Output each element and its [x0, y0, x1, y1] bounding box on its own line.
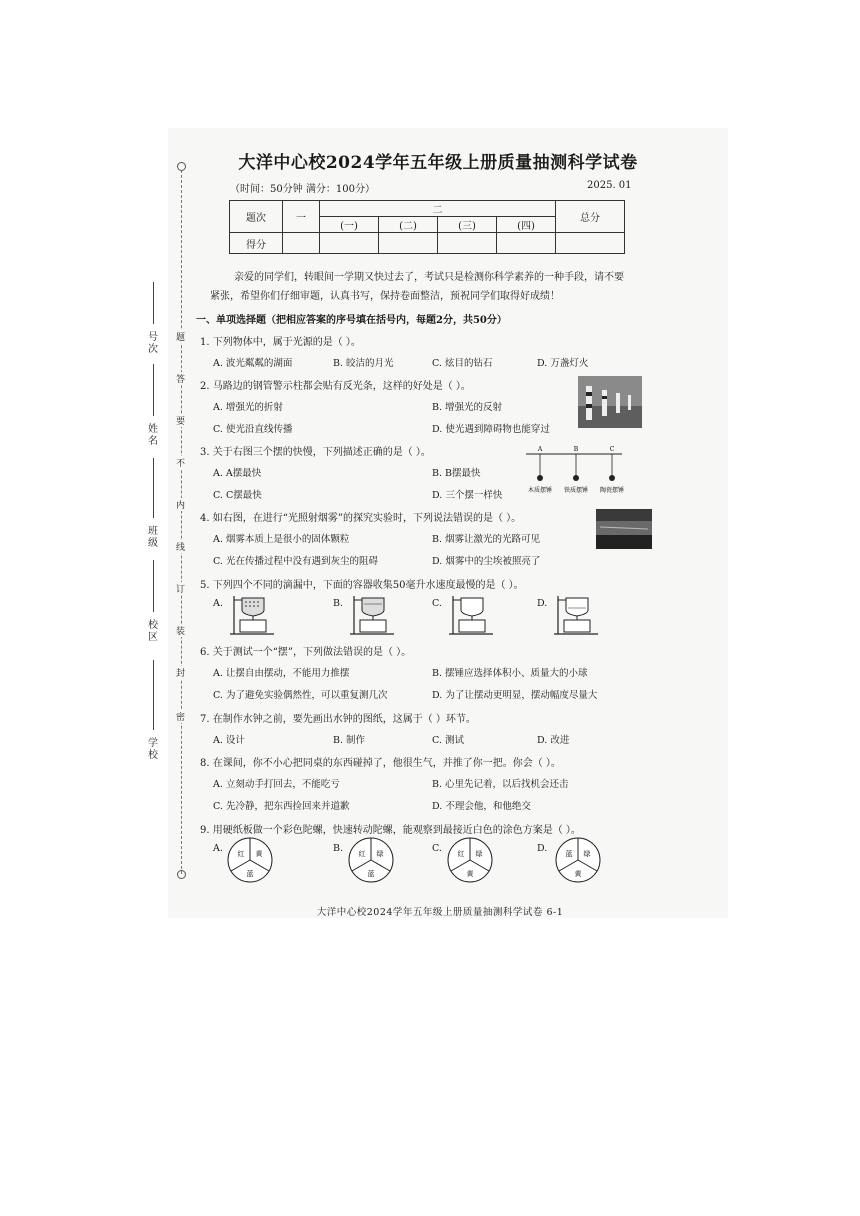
option[interactable]: B. B摆最快 — [432, 468, 481, 479]
score-blank-cell[interactable] — [556, 233, 625, 254]
color-top-d-icon — [554, 836, 602, 884]
color-top-c-icon — [446, 836, 494, 884]
option[interactable]: C. 测试 — [432, 735, 464, 746]
exam-date: 2025. 01 — [587, 180, 632, 191]
option[interactable]: A. — [213, 598, 223, 609]
option[interactable]: D. 万盏灯火 — [537, 358, 589, 369]
top-segment-label: 绿 — [583, 850, 591, 858]
option[interactable]: C. C摆最快 — [213, 490, 262, 501]
option[interactable]: C. 使光沿直线传播 — [213, 424, 293, 435]
option[interactable]: D. 为了让摆动更明显，摆动幅度尽量大 — [432, 690, 598, 701]
color-top-b-icon — [347, 836, 395, 884]
question-3: 3. 关于右图三个摆的快慢，下列描述正确的是（ ）。 — [200, 447, 431, 458]
option[interactable]: D. 烟雾中的尘埃被照亮了 — [432, 556, 541, 567]
top-segment-label: 红 — [237, 850, 245, 858]
option[interactable]: D. 使光遇到障碍物也能穿过 — [432, 424, 550, 435]
option[interactable]: C. — [432, 843, 442, 854]
label-school: 学校 — [148, 738, 158, 761]
score-blank-cell[interactable] — [283, 233, 320, 254]
page-footer: 大洋中心校2024学年五年级上册质量抽测科学试卷 6-1 — [316, 907, 564, 918]
binding-hole-top — [177, 162, 186, 171]
score-part-cell: (三) — [438, 217, 497, 233]
seal-char: 封 — [176, 666, 185, 679]
score-table — [229, 200, 625, 254]
exam-title: 大洋中心校2024学年五年级上册质量抽测科学试卷 — [238, 153, 638, 173]
score-header-cell: 总分 — [556, 201, 625, 233]
question-4: 4. 如右图，在进行“光照射烟雾”的探究实验时，下列说法错误的是（ ）。 — [200, 513, 522, 524]
seal-char: 线 — [176, 540, 185, 553]
warning-post-photo — [578, 376, 642, 428]
option[interactable]: A. — [213, 843, 223, 854]
score-blank-cell[interactable] — [497, 233, 556, 254]
section-heading: 一、单项选择题（把相应答案的序号填在括号内，每题2分，共50分） — [196, 315, 507, 326]
label-class: 班级 — [148, 526, 158, 549]
option[interactable]: D. 三个摆一样快 — [432, 490, 503, 501]
pendulum-caption: 铁质摆锤 — [563, 487, 589, 494]
top-segment-label: 绿 — [376, 850, 384, 858]
seal-char: 答 — [176, 372, 185, 385]
score-part-cell: (四) — [497, 217, 556, 233]
label-campus: 校区 — [148, 620, 158, 643]
score-header-cell: 一 — [283, 201, 320, 233]
option[interactable]: A. 设计 — [213, 735, 245, 746]
top-segment-label: 红 — [358, 850, 366, 858]
option[interactable]: A. 烟雾本质上是很小的固体颗粒 — [213, 534, 350, 545]
water-clock-c-icon — [447, 592, 495, 636]
score-header-cell: 题次 — [230, 201, 283, 233]
pendulum-caption: 木质摆锤 — [527, 487, 553, 494]
option[interactable]: A. 立刻动手打回去，不能吃亏 — [213, 779, 340, 790]
color-top-a-icon — [226, 836, 274, 884]
score-part-cell: (二) — [379, 217, 438, 233]
score-blank-cell[interactable] — [320, 233, 379, 254]
binding-hole-bottom — [177, 870, 186, 879]
option[interactable]: B. 皎洁的月光 — [333, 358, 394, 369]
blank-line — [153, 458, 154, 518]
seal-char: 密 — [176, 710, 185, 723]
seal-char: 装 — [176, 624, 185, 637]
label-name: 姓名 — [148, 424, 158, 447]
option[interactable]: D. 改进 — [537, 735, 570, 746]
pendulum-caption: 陶瓷摆锤 — [599, 487, 625, 494]
top-segment-label: 黄 — [255, 850, 263, 858]
top-segment-label: 蓝 — [367, 870, 375, 878]
seal-char: 内 — [176, 498, 185, 511]
seal-char: 不 — [176, 456, 185, 469]
water-clock-b-icon — [348, 592, 396, 636]
top-segment-label: 红 — [457, 850, 465, 858]
score-header-cell: 二 — [320, 201, 556, 217]
pendulum-label: C — [609, 446, 615, 453]
top-segment-label: 黄 — [466, 870, 474, 878]
intro-paragraph: 亲爱的同学们，转眼间一学期又快过去了，考试只是检测你科学素养的一种手段，请不要紧张，希望你们仔细审题，认真书写，保持卷面整洁，预祝同学们取得好成绩！ — [210, 272, 624, 302]
score-part-cell: (一) — [320, 217, 379, 233]
option[interactable]: D. — [537, 598, 548, 609]
option[interactable]: C. 炫目的钻石 — [432, 358, 493, 369]
water-clock-a-icon — [228, 592, 276, 636]
blank-line — [153, 364, 154, 416]
score-blank-cell[interactable] — [438, 233, 497, 254]
option[interactable]: B. — [333, 598, 344, 609]
option[interactable]: A. A摆最快 — [213, 468, 262, 479]
question-2: 2. 马路边的钢管警示柱都会贴有反光条，这样的好处是（ ）。 — [200, 381, 471, 392]
option[interactable]: C. 为了避免实验偶然性，可以重复测几次 — [213, 690, 388, 701]
blank-line — [153, 660, 154, 730]
top-segment-label: 蓝 — [246, 870, 254, 878]
binding-line — [181, 170, 182, 874]
option[interactable]: C. 光在传播过程中没有遇到灰尘的阻碍 — [213, 556, 378, 567]
option[interactable]: A. 增强光的折射 — [213, 402, 283, 413]
seal-char: 题 — [176, 330, 185, 343]
pendulum-label: B — [573, 446, 579, 453]
option[interactable]: C. — [432, 598, 442, 609]
option[interactable]: B. 增强光的反射 — [432, 402, 503, 413]
question-7: 7. 在制作水钟之前，要先画出水钟的图纸，这属于（ ）环节。 — [200, 714, 476, 725]
water-clock-d-icon — [552, 592, 600, 636]
seal-char: 要 — [176, 414, 185, 427]
blank-line — [153, 282, 154, 324]
top-segment-label: 黄 — [574, 870, 582, 878]
option[interactable]: B. 制作 — [333, 735, 366, 746]
question-6: 6. 关于测试一个“摆”，下列做法错误的是（ ）。 — [200, 647, 412, 658]
option[interactable]: C. 先冷静，把东西捡回来并道歉 — [213, 801, 350, 812]
top-segment-label: 绿 — [475, 850, 483, 858]
option[interactable]: B. 摆锤应选择体积小、质量大的小球 — [432, 668, 588, 679]
label-seat-number: 号次 — [148, 332, 158, 355]
question-8: 8. 在课间，你不小心把同桌的东西碰掉了，他很生气，并推了你一把。你会（ ）。 — [200, 758, 561, 769]
score-row-label: 得分 — [230, 233, 283, 254]
option[interactable]: D. — [537, 843, 548, 854]
top-segment-label: 蓝 — [565, 850, 573, 858]
question-5: 5. 下列四个不同的滴漏中，下面的容器收集50毫升水速度最慢的是（ ）。 — [200, 580, 524, 591]
pendulum-diagram — [518, 444, 630, 496]
option[interactable]: A. 让摆自由摆动，不能用力推摆 — [213, 668, 350, 679]
smoke-experiment-photo — [596, 509, 652, 549]
option[interactable]: B. 烟雾让激光的光路可见 — [432, 534, 541, 545]
pendulum-label: A — [537, 446, 543, 453]
option[interactable]: D. 不理会他，和他绝交 — [432, 801, 531, 812]
blank-line — [153, 560, 154, 612]
option[interactable]: A. 波光粼粼的湖面 — [213, 358, 293, 369]
exam-time-and-score: （时间：50分钟 满分：100分） — [230, 184, 375, 195]
question-9: 9. 用硬纸板做一个彩色陀螺，快速转动陀螺，能观察到最接近白色的涂色方案是（ ）。 — [200, 825, 581, 836]
score-blank-cell[interactable] — [379, 233, 438, 254]
question-1: 1. 下列物体中，属于光源的是（ ）。 — [200, 337, 361, 348]
option[interactable]: B. — [333, 843, 344, 854]
seal-char: 订 — [176, 582, 185, 595]
option[interactable]: B. 心里先记着，以后找机会还击 — [432, 779, 569, 790]
